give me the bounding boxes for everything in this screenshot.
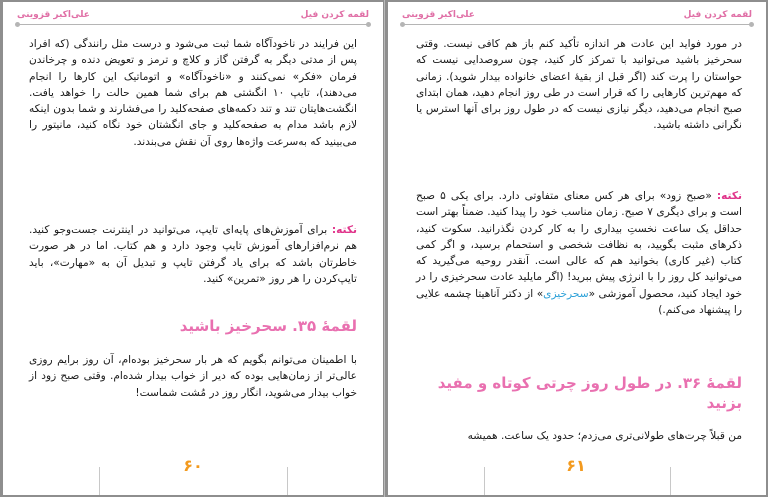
right-section-heading: لقمهٔ ۳۶. در طول روز چرتی کوتاه و مفید بزنید [437, 374, 742, 412]
left-section-heading: لقمهٔ ۳۵. سحرخیز باشید [179, 317, 357, 335]
left-page [3, 2, 383, 495]
right-note-label: نکته: [716, 190, 742, 202]
rule-dot-icon [400, 22, 405, 27]
right-note-highlight: سحرخیزی [543, 287, 589, 300]
left-note-text: برای آموزش‌های پایه‌ای تایپ، می‌توانید در اینترنت جست‌وجو کنید. هم نرم‌افزارهای آموزش تایپ وجود دارد و هم کتاب. اما در هر صورت خاطرتان باشد که برای یاد گرفتن تایپ و تبدیل آن به «مهارت»، باید تایپ‌کردن را هر روز «تمرین» کنید. [29, 224, 357, 285]
rule-dot-icon [366, 22, 371, 27]
right-footer-mark [484, 467, 485, 495]
left-footer-mark [287, 467, 288, 495]
right-note [416, 188, 742, 318]
right-header-rule [402, 24, 752, 25]
book-gutter [384, 0, 385, 497]
left-header-author: علی‌اکبر قزوینی [17, 10, 90, 20]
left-note [29, 222, 357, 287]
right-page [388, 2, 766, 495]
rule-dot-icon [749, 22, 754, 27]
rule-dot-icon [15, 22, 20, 27]
right-page-number: ۶۱ [566, 456, 586, 475]
right-paragraph-2: من قبلاً چرت‌های طولانی‌تری می‌زدم؛ حدود یک ساعت. همیشه [467, 430, 742, 442]
left-header-book-title: لقمه کردن فیل [300, 10, 369, 20]
left-footer-mark [99, 467, 100, 495]
left-paragraph-1: این فرایند در ناخودآگاه شما ثبت می‌شود و درست مثل رانندگی (که افراد پس از مدتی دیگر به گرفتن گاز و کلاچ و ترمز و تعویض دنده و چرخاندن فرمان «فکر» نمی‌کنند و «ناخودآگاه» و اتوماتیک این کارها را انجام می‌دهند)، تایپ ۱۰ انگشتی هم برای شما همین حالت را خواهد یافت. انگشت‌هایتان تند و تند دکمه‌های صفحه‌کلید را می‌فشارند و شما بدون اینکه لازم باشد مدام به صفحه‌کلید و جای انگشتان خود نگاه کنید، مانیتور را می‌بینید که به‌سرعت واژه‌ها روی آن نقش می‌بندند. [29, 38, 357, 148]
right-paragraph-1: در مورد فواید این عادت هر اندازه تأکید کنم باز هم کافی نیست. وقتی سحرخیز باشید می‌توانید با تمرکز کار کنید، چون سروصدایی نیست که حواستان را پرت کند (اگر قبل از بقیهٔ اعضای خانواده بیدار شوید). زمانی که مهم‌ترین کارهایی را که قرار است در طی روز انجام دهید، همان ابتدای صبح انجام می‌دهید، دیگر نیازی نیست که در طول روز برای آنها استرس یا نگرانی داشته باشید. [416, 38, 742, 132]
right-header-author: علی‌اکبر قزوینی [402, 10, 475, 20]
right-note-text-b: » از دکتر آناهیتا چشمه علایی را پیشنهاد می‌کنم.) [416, 287, 742, 317]
left-header-rule [17, 24, 369, 25]
left-page-number: ۶۰ [183, 456, 203, 475]
right-header-book-title: لقمه کردن فیل [683, 10, 752, 20]
left-note-label: نکته: [331, 224, 357, 236]
right-footer-mark [670, 467, 671, 495]
right-note-text-a: «صبح زود» برای هر کس معنای متفاوتی دارد. برای یکی ۵ صبح است و برای دیگری ۷ صبح. زمان مناسب خود را پیدا کنید. ضمناً بهتر است حداقل یک ساعت نخستِ بیداری را به کار کردن نگذرانید. سکوت کنید، ذکرهای مثبت بگویید، به نظافت شخصی و استحمام برسید، و اگر کمی کتاب (غیر کاری) بخوانید هم که عالی است. آنقدر روحیه می‌گیرید که می‌توانید کل روز را با انرژی پیش ببرید! (اگر مایلید عادت سحرخیزی را در خود ایجاد کنید، محصول آموزشی « [416, 190, 742, 300]
left-paragraph-2: با اطمینان می‌توانم بگویم که هر بار سحرخیز بوده‌ام، آن روز برایم روزی عالی‌تر از زمان‌هایی بوده که دیر از خواب بیدار شده‌ام. وقتی صبح زود از خواب بیدار می‌شوید، انگار روز در مُشت شماست! [29, 354, 357, 399]
